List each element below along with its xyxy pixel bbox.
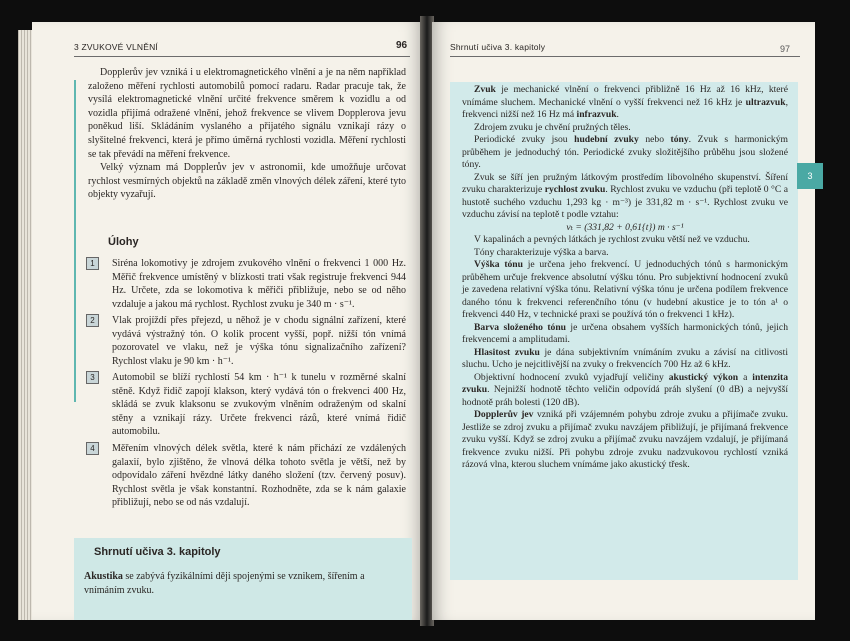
paragraph: Zvuk se šíří jen pružným látkovým prostředím libovolného skupenství. Šíření zvuku charakterizuje rychlost zvuku. Rychlost zvuku ve vzduchu (při teplotě 0 °C a hustotě suchého vzduchu 1,293 kg · m⁻³) je 331,82 m · s⁻¹. Rychlost zvuku ve vzduchu závisí na teplotě t podle vztahu: <box>462 171 789 220</box>
right-page <box>432 22 815 620</box>
left-page <box>32 22 422 620</box>
task-item <box>86 371 406 439</box>
paragraph: Dopplerův jev vzniká při vzájemném pohybu zdroje zvuku a přijímače zvuku. Jestliže se zdroj zvuku a přijímač zvuku navzájem přibližují, je přijímaná frekvence zvuku vyšší. Když se zdroj zvuku a přijímač zvuku navzájem vzdalují, je přijímaná frekvence zvuku nižší. Při pohybu zdroje zvuku nadzvukovou rychlostí vzniká rázová vlna, kterou sluchem vnímáme jako akustický třesk. <box>462 409 788 470</box>
task-number: 3 <box>86 371 99 384</box>
intro-text <box>88 66 406 202</box>
paragraph: Dopplerův jev vzniká i u elektromagnetického vlnění a je na něm například založeno měření rychlosti automobilů pomocí radaru. Radar pracuje tak, že vysílá elektromagnetické vlnění určité frekvence směrem k vozidlu a od vozidla přijímá odražené vlnění, jehož frekvence se vlivem Dopplerova jevu poněkud liší. Skládáním vyslaného a přijatého signálu vznikají rázy o slyšitelné frekvenci, která je přímo úměrná rychlosti vozidla. Měření rychlosti se tak převádí na měření frekvence. <box>88 67 406 160</box>
summary-text: Akustika se zabývá fyzikálními ději spojenými se vznikem, šířením a vnímáním zvuku. <box>84 571 365 596</box>
task-text: Siréna lokomotivy je zdrojem zvukového vlnění o frekvenci 1 000 Hz. Měřič frekvence umístěný v blízkosti trati však registruje frekvenci 944 Hz. Určete, zda se lokomotiva k měřiči přibližuje, nebo se od něho vzdaluje a jakou má rychlost. Rychlost zvuku je 340 m · s⁻¹. <box>112 258 406 310</box>
paragraph: Barva složeného tónu je určena obsahem vyšších harmonických tónů, jejich frekvencemi a amplitudami. <box>462 321 788 345</box>
task-text: Vlak projíždí přes přejezd, u něhož je v chodu signální zařízení, které vydává výstražný tón. O kolik procent vyšší, popř. nižší tón vnímá pozorovatel ve vlaku, než je výška tónu signalizačního zařízení? Rychlost vlaku je 90 km · h⁻¹. <box>112 315 406 367</box>
task-item <box>86 257 406 311</box>
paragraph: V kapalinách a pevných látkách je rychlost zvuku větší než ve vzduchu. <box>474 234 750 245</box>
term: Akustika <box>84 571 123 582</box>
running-header: Shrnutí učiva 3. kapitoly <box>450 42 546 52</box>
paragraph: Objektivní hodnocení zvuků vyjadřují veličiny akustický výkon a intenzita zvuku. Nejnižší hodnotě těchto veličin odpovídá práh slyšení (0 dB) a nejvyšší hodnotě práh bolesti (120 dB). <box>462 371 788 408</box>
chapter-tab: 3 <box>797 163 823 189</box>
running-header: 3 ZVUKOVÉ VLNĚNÍ <box>74 42 158 52</box>
summary-box <box>74 538 412 620</box>
paragraph: Velký význam má Dopplerův jev v astronomii, kde umožňuje určovat rychlost vesmírných objektů na základě změn vlnových délek záření, které tyto objekty vyzařují. <box>88 162 406 201</box>
formula: vₜ = (331,82 + 0,61{t}) m · s⁻¹ <box>566 221 684 233</box>
task-number: 2 <box>86 314 99 327</box>
paragraph: Zdrojem zvuku je chvění pružných těles. <box>474 121 631 133</box>
paragraph: Hlasitost zvuku je dána subjektivním vnímáním zvuku a závisí na citlivosti sluchu. Ucho je nejcitlivější na zvuky o frekvencích 700 Hz až 6 kHz. <box>462 346 788 370</box>
paragraph: Zvuk je mechanické vlnění o frekvenci přibližně 16 Hz až 16 kHz, které vnímáme sluchem. Mechanické vlnění o vyšší frekvenci než 16 kHz je ultrazvuk, frekvenci nižší než 16 Hz má infrazvuk. <box>462 84 788 120</box>
task-text: Automobil se blíží rychlostí 54 km · h⁻¹ k tunelu v rozměrné skalní stěně. Když řidič zapojí klakson, který vydává tón o frekvenci 400 Hz, skládá se zvuk klaksonu se zvukovým vlněním odraženým od skalní stěny a vznikají rázy. Určete frekvenci rázů, které vnímá řidič automobilu. <box>112 372 406 438</box>
page-edge <box>18 30 32 620</box>
summary-text <box>462 84 788 472</box>
task-text: Měřením vlnových délek světla, které k nám přichází ze vzdálených galaxií, bylo zjištěno, že vlnová délka tohoto světla je větší, než by odpovídalo záření hvězdné látky daného složení (tzv. červený posuv). Rychlost světla je však konstantní. Rozhodněte, zda se k nám galaxie přibližují, nebo se od nás vzdalují. <box>112 443 406 509</box>
summary-title: Shrnutí učiva 3. kapitoly <box>94 546 221 558</box>
page-number: 97 <box>780 44 791 54</box>
header-rule <box>74 56 410 57</box>
task-number: 4 <box>86 442 99 455</box>
paragraph: Tóny charakterizuje výška a barva. <box>474 246 609 258</box>
task-item <box>86 314 406 368</box>
task-item <box>86 442 406 510</box>
page-number: 96 <box>396 40 408 51</box>
tasks-heading: Úlohy <box>108 236 139 248</box>
header-rule <box>450 56 800 57</box>
margin-bar <box>74 80 76 402</box>
paragraph: Periodické zvuky jsou hudební zvuky nebo tóny. Zvuk s harmonickým průběhem je jednoduchý tón. Periodické zvuky složitějšího průběhu jsou složené tóny. <box>462 134 788 170</box>
paragraph: Výška tónu je určena jeho frekvencí. U jednoduchých tónů s harmonickým průběhem určuje frekvence absolutní výšku tónu. Pro subjektivní hodnocení zvuků je zavedena relativní výška tónu. Relativní výška tónu je určena podílem frekvence daného tónu k frekvenci referenčního tónu (v hudební akustice je to tón a¹ o frekvenci 440 Hz, v technické praxi se používá tón o frekvenci 1 kHz). <box>462 259 788 320</box>
task-number: 1 <box>86 257 99 270</box>
